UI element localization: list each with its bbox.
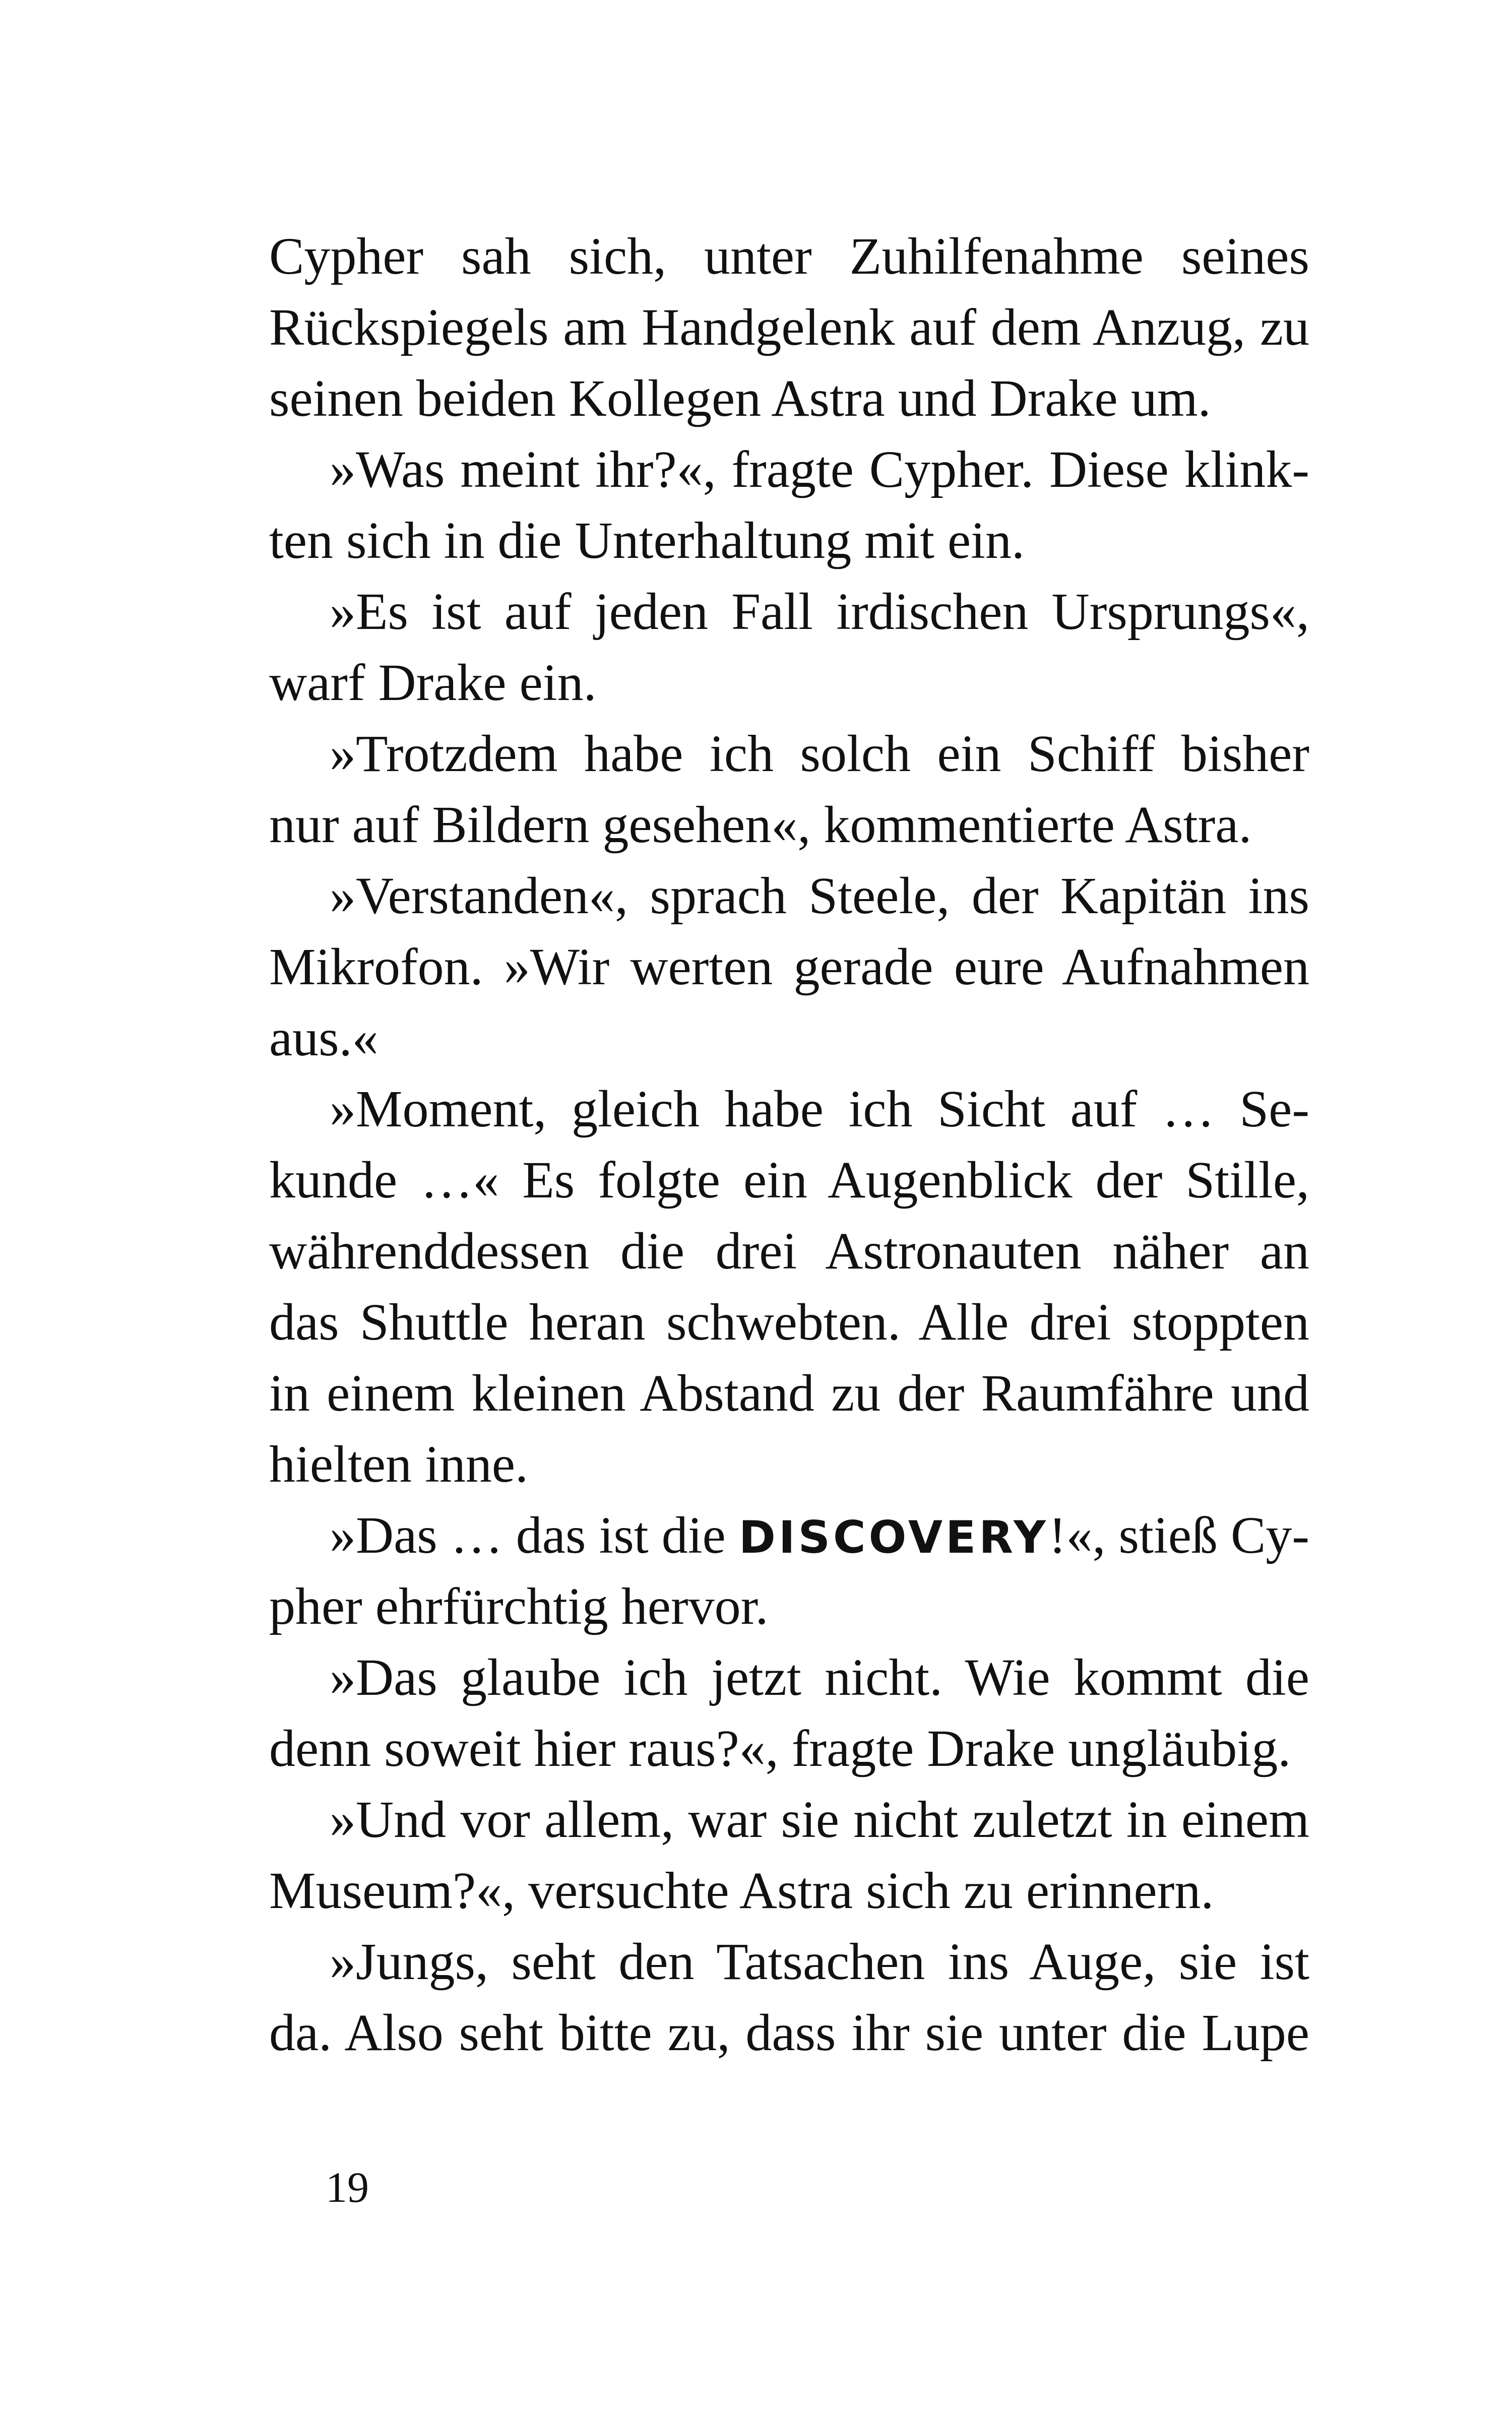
text-segment: !«, stieß Cy- [1048,1506,1310,1564]
body-text [269,221,1309,2068]
text-line: nur auf Bildern gesehen«, kommentierte Astra. [269,796,1252,854]
text-line: warf Drake ein. [269,654,597,712]
brand-wordmark: DISCOVERY [738,1511,1049,1563]
text-line: seinen beiden Kollegen Astra und Drake um. [269,369,1211,427]
text-line: ten sich in die Unterhaltung mit ein. [269,512,1025,569]
text-line: »Es ist auf jeden Fall irdischen Ursprungs«, [330,583,1309,641]
text-line: in einem kleinen Abstand zu der Raumfähre und [269,1364,1309,1422]
text-line: Rückspiegels am Handgelenk auf dem Anzug, zu [269,298,1309,356]
text-line: da. Also seht bitte zu, dass ihr sie unter die Lupe [269,2004,1309,2062]
text-line: »Und vor allem, war sie nicht zuletzt in einem [330,1791,1309,1849]
text-line: »Jungs, seht den Tatsachen ins Auge, sie ist [330,1933,1309,1991]
text-line: denn soweit hier raus?«, fragte Drake ungläubig. [269,1720,1291,1777]
text-line [269,1500,1309,1571]
text-line: Cypher sah sich, unter Zuhilfenahme seines [269,227,1309,285]
text-line: »Was meint ihr?«, fragte Cypher. Diese klink- [330,440,1309,498]
text-line: kunde …« Es folgte ein Augenblick der Stille, [269,1151,1309,1209]
text-line: Museum?«, versuchte Astra sich zu erinnern. [269,1862,1214,1920]
text-line: »Verstanden«, sprach Steele, der Kapitän ins [330,867,1309,925]
text-line: aus.« [269,1009,379,1067]
text-line: »Trotzdem habe ich solch ein Schiff bisher [330,725,1309,783]
page-number: 19 [326,2163,369,2211]
text-line: währenddessen die drei Astronauten näher an [269,1222,1309,1280]
text-segment: »Das … das ist die [330,1506,739,1564]
text-line: »Das glaube ich jetzt nicht. Wie kommt die [330,1648,1309,1706]
text-line: hielten inne. [269,1435,529,1493]
text-line: Mikrofon. »Wir werten gerade eure Aufnahmen [269,938,1309,996]
text-line: »Moment, gleich habe ich Sicht auf … Se- [330,1080,1309,1138]
text-line: pher ehrfürchtig hervor. [269,1577,769,1635]
text-line: das Shuttle heran schwebten. Alle drei stoppten [269,1293,1309,1351]
